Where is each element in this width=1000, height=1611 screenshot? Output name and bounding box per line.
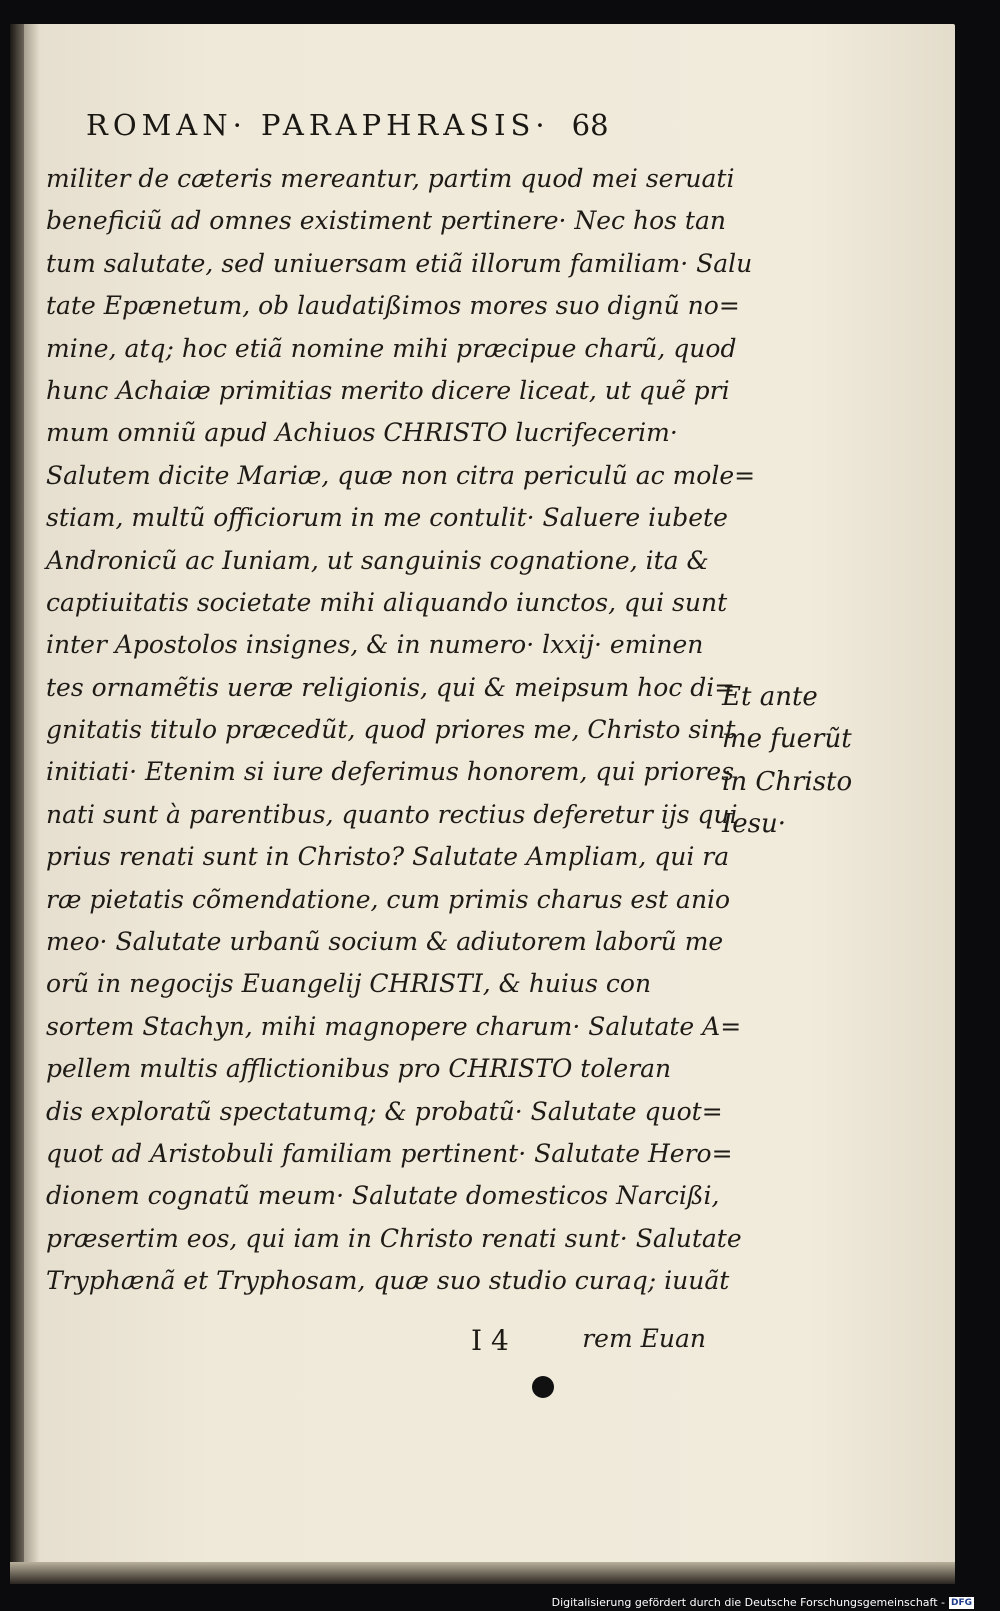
marginal-note	[722, 676, 882, 846]
marginal-note-line: in Christo	[722, 766, 853, 797]
page-number: 68	[571, 108, 609, 142]
marginal-note-line: Iesu·	[722, 809, 787, 840]
text-line: beneficiũ ad omnes existiment pertinere· Nec hos tan	[46, 206, 726, 236]
page-bottom-shadow	[10, 1562, 955, 1584]
page-footer	[46, 1324, 706, 1366]
signature-mark: I 4	[471, 1324, 509, 1357]
text-line: Andronicũ ac Iuniam, ut sanguinis cognatione, ita &	[46, 545, 709, 575]
marginal-note-line: Et ante	[722, 682, 818, 712]
text-line: stiam, multũ officiorum in me contulit· Saluere iubete	[46, 503, 728, 533]
text-line: ræ pietatis cõmendatione, cum primis charus est anio	[46, 884, 731, 914]
text-line: sortem Stachyn, mihi magnopere charum· Salutate A=	[46, 1011, 742, 1041]
text-line: inter Apostolos insignes, & in numero· lxxij· eminen	[46, 630, 704, 660]
catchword: rem Euan	[582, 1324, 706, 1353]
text-line: dionem cognatũ meum· Salutate domesticos Narcißi,	[46, 1181, 720, 1211]
text-line: prius renati sunt in Christo? Salutate Ampliam, qui ra	[46, 842, 730, 872]
dfg-logo: DFG	[950, 1597, 972, 1608]
digitization-credit	[552, 1596, 974, 1609]
text-line: mum omniũ apud Achiuos CHRISTO lucrifecerim·	[46, 418, 678, 448]
book-page	[10, 24, 955, 1584]
text-line: gnitatis titulo præcedũt, quod priores me, Christo sint	[46, 715, 736, 745]
text-line: tum salutate, sed uniuersam etiã illorum familiam· Salu	[46, 248, 753, 278]
text-line: quot ad Aristobuli familiam pertinent· Salutate Hero=	[46, 1138, 733, 1168]
text-line: mine, atq; hoc etiã nomine mihi præcipue charũ, quod	[46, 333, 737, 363]
text-line: militer de cæteris mereantur, partim quod mei seruati	[46, 164, 735, 193]
ink-dot	[532, 1376, 554, 1398]
text-line: orũ in negocijs Euangelij CHRISTI, & huius con	[46, 969, 652, 999]
running-title: ROMAN· PARAPHRASIS·	[86, 108, 550, 142]
text-line: pellem multis afflictionibus pro CHRISTO toleran	[46, 1054, 672, 1084]
text-line: hunc Achaiæ primitias merito dicere liceat, ut quẽ pri	[46, 375, 730, 405]
text-line: præsertim eos, qui iam in Christo renati sunt· Salutate	[46, 1223, 742, 1253]
running-header	[86, 108, 609, 142]
text-line: dis exploratũ spectatumq; & probatũ· Salutate quot=	[46, 1096, 723, 1126]
text-line: captiuitatis societate mihi aliquando iunctos, qui sunt	[46, 587, 728, 617]
page-gutter-edge	[10, 24, 24, 1584]
text-line: Tryphænã et Tryphosam, quæ suo studio curaq; iuuãt	[46, 1266, 730, 1296]
credit-text: Digitalisierung gefördert durch die Deutsche Forschungsgemeinschaft -	[551, 1596, 945, 1609]
text-line: Salutem dicite Mariæ, quæ non citra periculũ ac mole=	[46, 460, 756, 490]
text-line: initiati· Etenim si iure deferimus honorem, qui priores	[46, 757, 735, 787]
text-line: meo· Salutate urbanũ socium & adiutorem laborũ me	[46, 927, 724, 957]
text-line: nati sunt à parentibus, quanto rectius deferetur ijs qui	[46, 799, 738, 829]
text-line: tes ornamẽtis ueræ religionis, qui & meipsum hoc di=	[46, 672, 736, 702]
text-line: tate Epænetum, ob laudatißimos mores suo dignũ no=	[46, 291, 740, 321]
marginal-note-line: me fuerũt	[722, 724, 852, 755]
